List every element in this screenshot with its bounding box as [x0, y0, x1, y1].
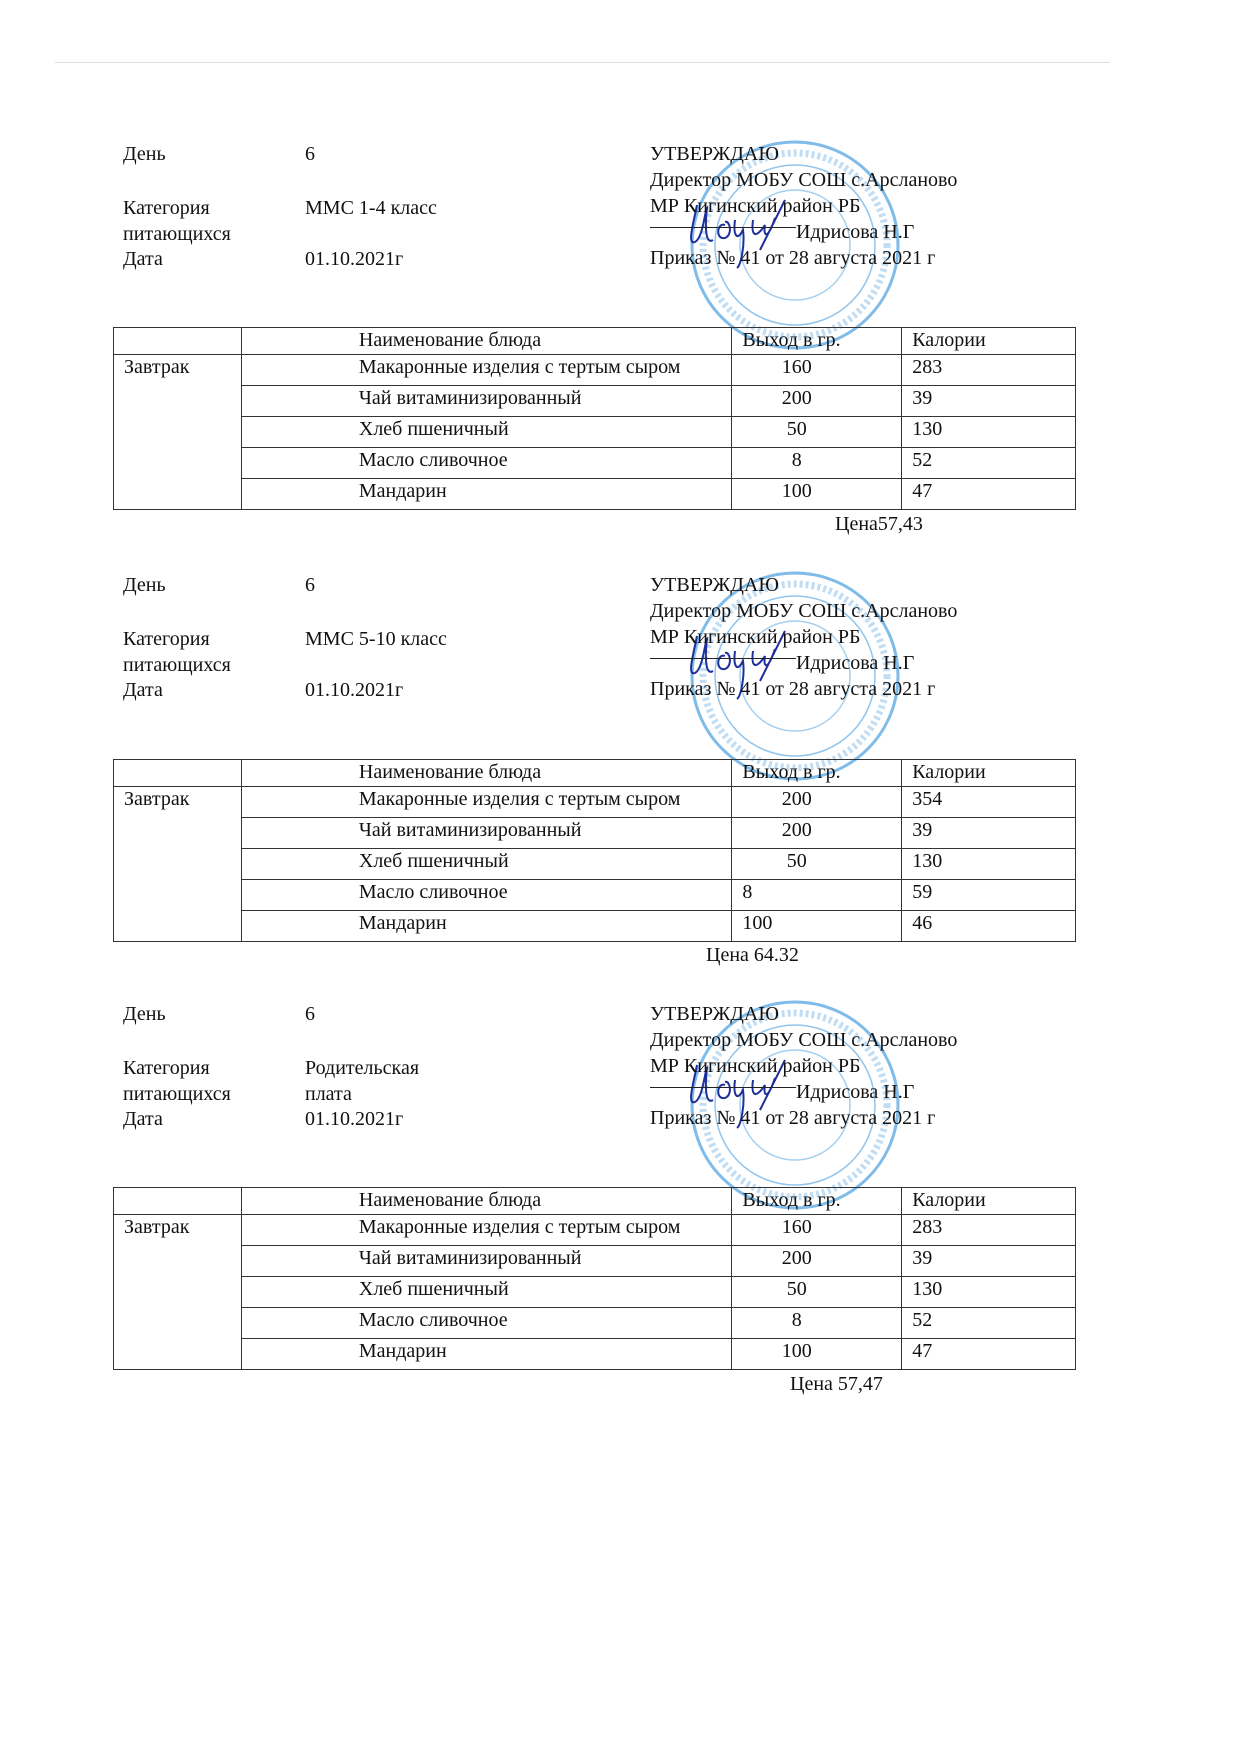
dish-name: Чай витаминизированный [241, 1246, 732, 1277]
dish-name: Масло сливочное [241, 880, 732, 911]
approve-name: Идрисова Н.Г [796, 1081, 915, 1103]
dish-calories: 130 [902, 849, 1076, 880]
table-row [114, 448, 1076, 479]
dish-calories: 39 [902, 818, 1076, 849]
dish-calories: 39 [902, 386, 1076, 417]
dish-calories: 130 [902, 417, 1076, 448]
approve-heading: УТВЕРЖДАЮ [650, 574, 779, 596]
table-row [114, 1308, 1076, 1339]
category-label: Категория [123, 197, 210, 219]
dish-calories: 59 [902, 880, 1076, 911]
signature-line [650, 658, 796, 659]
price: Цена57,43 [835, 513, 923, 535]
header-yield: Выход в гр. [732, 328, 902, 355]
dish-yield: 8 [732, 448, 902, 479]
header-yield: Выход в гр. [732, 760, 902, 787]
menu-table [113, 1187, 1076, 1370]
category-label-2: питающихся [123, 1083, 231, 1105]
approve-director: Директор МОБУ СОШ с.Арсланово [650, 1029, 958, 1051]
dish-calories: 283 [902, 355, 1076, 386]
day-value: 6 [305, 574, 315, 596]
menu-table [113, 327, 1076, 510]
approve-order: Приказ № 41 от 28 августа 2021 г [650, 1107, 936, 1129]
day-label: День [123, 574, 166, 596]
header-calories: Калории [902, 1188, 1076, 1215]
dish-name: Масло сливочное [241, 448, 732, 479]
day-label: День [123, 1003, 166, 1025]
table-row [114, 787, 1076, 818]
dish-calories: 354 [902, 787, 1076, 818]
approve-heading: УТВЕРЖДАЮ [650, 143, 779, 165]
dish-yield: 100 [732, 1339, 902, 1370]
dish-calories: 283 [902, 1215, 1076, 1246]
header-dish: Наименование блюда [241, 1188, 732, 1215]
date-value: 01.10.2021г [305, 679, 404, 701]
category-value: Родительская [305, 1057, 420, 1079]
dish-yield: 160 [732, 1215, 902, 1246]
dish-name: Мандарин [241, 1339, 732, 1370]
header-empty [114, 328, 242, 355]
approve-name: Идрисова Н.Г [796, 652, 915, 674]
dish-name: Хлеб пшеничный [241, 417, 732, 448]
table-row [114, 880, 1076, 911]
dish-name: Чай витаминизированный [241, 818, 732, 849]
dish-yield: 200 [732, 386, 902, 417]
meal-type: Завтрак [114, 1215, 242, 1370]
signature-line [650, 1087, 796, 1088]
table-row [114, 849, 1076, 880]
approve-district: МР Кигинский район РБ [650, 626, 861, 648]
dish-yield: 200 [732, 787, 902, 818]
category-value-2: плата [305, 1083, 352, 1105]
dish-yield: 8 [732, 1308, 902, 1339]
table-row [114, 479, 1076, 510]
category-label: Категория [123, 1057, 210, 1079]
category-value: ММС 1-4 класс [305, 197, 437, 219]
menu-section [0, 561, 1244, 991]
dish-yield: 160 [732, 355, 902, 386]
day-value: 6 [305, 1003, 315, 1025]
menu-table [113, 759, 1076, 942]
dish-name: Хлеб пшеничный [241, 1277, 732, 1308]
dish-yield: 50 [732, 1277, 902, 1308]
dish-name: Макаронные изделия с тертым сыром [241, 1215, 732, 1246]
table-header-row [114, 760, 1076, 787]
header-dish: Наименование блюда [241, 328, 732, 355]
table-row [114, 818, 1076, 849]
header-yield: Выход в гр. [732, 1188, 902, 1215]
dish-calories: 46 [902, 911, 1076, 942]
dish-name: Мандарин [241, 911, 732, 942]
price: Цена 57,47 [790, 1373, 883, 1395]
dish-name: Масло сливочное [241, 1308, 732, 1339]
menu-section [0, 990, 1244, 1420]
date-value: 01.10.2021г [305, 1108, 404, 1130]
dish-calories: 39 [902, 1246, 1076, 1277]
dish-yield: 100 [732, 911, 902, 942]
dish-calories: 52 [902, 448, 1076, 479]
dish-calories: 52 [902, 1308, 1076, 1339]
menu-section [0, 130, 1244, 560]
meal-type: Завтрак [114, 355, 242, 510]
dish-yield: 8 [732, 880, 902, 911]
dish-name: Чай витаминизированный [241, 386, 732, 417]
meal-type: Завтрак [114, 787, 242, 942]
header-empty [114, 1188, 242, 1215]
dish-yield: 200 [732, 1246, 902, 1277]
table-row [114, 911, 1076, 942]
dish-name: Мандарин [241, 479, 732, 510]
dish-calories: 47 [902, 479, 1076, 510]
date-value: 01.10.2021г [305, 248, 404, 270]
category-label: Категория [123, 628, 210, 650]
signature-line [650, 227, 796, 228]
approve-director: Директор МОБУ СОШ с.Арсланово [650, 600, 958, 622]
dish-name: Хлеб пшеничный [241, 849, 732, 880]
day-value: 6 [305, 143, 315, 165]
table-header-row [114, 1188, 1076, 1215]
table-row [114, 1277, 1076, 1308]
day-label: День [123, 143, 166, 165]
dish-name: Макаронные изделия с тертым сыром [241, 787, 732, 818]
approve-order: Приказ № 41 от 28 августа 2021 г [650, 678, 936, 700]
approve-district: МР Кигинский район РБ [650, 195, 861, 217]
category-label-2: питающихся [123, 654, 231, 676]
page-top-edge [55, 62, 1110, 63]
table-row [114, 1246, 1076, 1277]
approve-director: Директор МОБУ СОШ с.Арсланово [650, 169, 958, 191]
table-row [114, 1339, 1076, 1370]
dish-calories: 47 [902, 1339, 1076, 1370]
date-label: Дата [123, 248, 163, 270]
approve-name: Идрисова Н.Г [796, 221, 915, 243]
dish-yield: 50 [732, 417, 902, 448]
table-row [114, 417, 1076, 448]
table-row [114, 1215, 1076, 1246]
header-empty [114, 760, 242, 787]
dish-yield: 100 [732, 479, 902, 510]
category-value: ММС 5-10 класс [305, 628, 447, 650]
table-header-row [114, 328, 1076, 355]
price: Цена 64.32 [706, 944, 799, 966]
date-label: Дата [123, 1108, 163, 1130]
table-row [114, 386, 1076, 417]
dish-yield: 50 [732, 849, 902, 880]
header-calories: Калории [902, 760, 1076, 787]
category-label-2: питающихся [123, 223, 231, 245]
approve-district: МР Кигинский район РБ [650, 1055, 861, 1077]
date-label: Дата [123, 679, 163, 701]
header-dish: Наименование блюда [241, 760, 732, 787]
dish-name: Макаронные изделия с тертым сыром [241, 355, 732, 386]
table-row [114, 355, 1076, 386]
approve-heading: УТВЕРЖДАЮ [650, 1003, 779, 1025]
dish-yield: 200 [732, 818, 902, 849]
dish-calories: 130 [902, 1277, 1076, 1308]
header-calories: Калории [902, 328, 1076, 355]
approve-order: Приказ № 41 от 28 августа 2021 г [650, 247, 936, 269]
